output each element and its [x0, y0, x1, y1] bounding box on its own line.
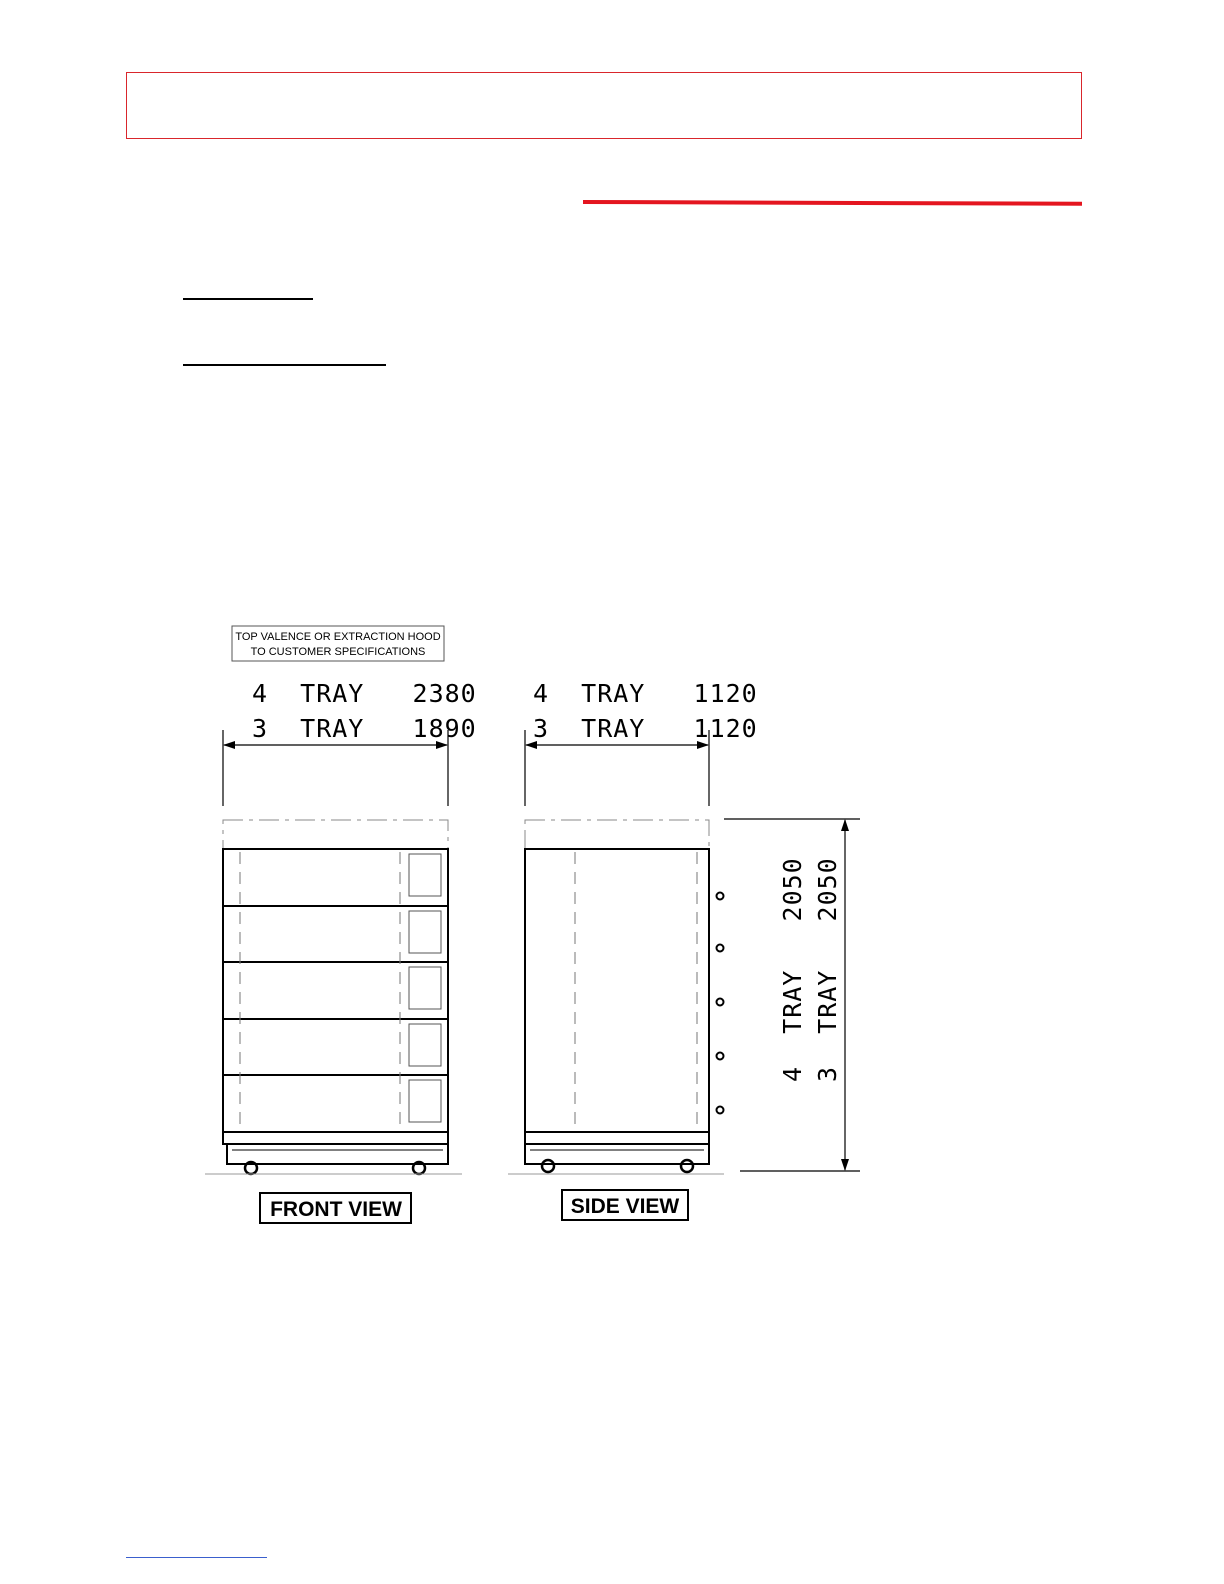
footer-link-underline[interactable] — [126, 1557, 267, 1558]
hood-note — [232, 626, 444, 661]
front-view-cabinet — [205, 820, 462, 1174]
front-view-label — [260, 1193, 411, 1223]
side-dim-3-tray: 3 TRAY 1120 — [533, 714, 758, 743]
front-view-label-text: FRONT VIEW — [270, 1198, 402, 1221]
hood-note-line2: TO CUSTOMER SPECIFICATIONS — [250, 646, 426, 658]
front-dim-3-tray: 3 TRAY 1890 — [252, 714, 477, 743]
side-view-label-text: SIDE VIEW — [570, 1195, 680, 1218]
height-dim-4-tray: 4 TRAY 2050 — [778, 857, 807, 1082]
front-dim-4-tray: 4 TRAY 2380 — [252, 679, 477, 708]
hood-note-line1: TOP VALENCE OR EXTRACTION HOOD — [235, 631, 441, 643]
height-dim-3-tray: 3 TRAY 2050 — [813, 857, 842, 1082]
side-view-cabinet — [508, 820, 724, 1174]
side-dim-4-tray: 4 TRAY 1120 — [533, 679, 758, 708]
side-view-label — [562, 1190, 688, 1220]
